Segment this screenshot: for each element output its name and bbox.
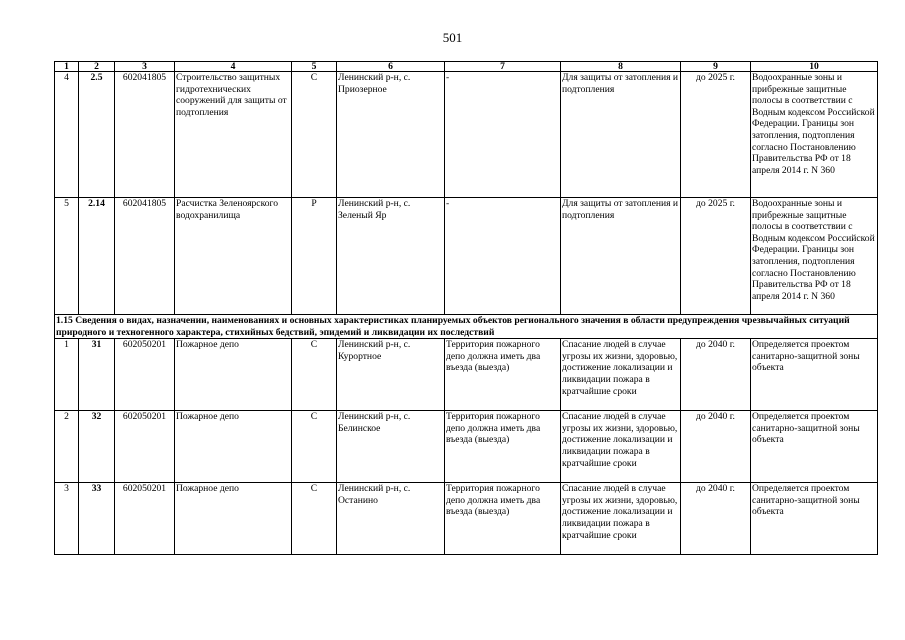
object-number: 31 (79, 339, 115, 411)
header-cell: 5 (292, 62, 337, 72)
object-purpose: Спасание людей в случае угрозы их жизни, здоровью, достижение локализации и ликвидации пожара в кратчайшие сроки (561, 483, 681, 555)
object-name: Пожарное депо (175, 339, 292, 411)
header-cell: 1 (55, 62, 79, 72)
header-cell: 9 (681, 62, 751, 72)
table-row (55, 72, 878, 198)
row-number: 2 (55, 411, 79, 483)
object-zones: Определяется проектом санитарно-защитной зоны объекта (751, 411, 878, 483)
object-code: 602050201 (115, 483, 175, 555)
object-characteristics: Территория пожарного депо должна иметь два въезда (выезда) (445, 483, 561, 555)
table-row (55, 411, 878, 483)
object-deadline: до 2040 г. (681, 339, 751, 411)
object-deadline: до 2025 г. (681, 198, 751, 315)
object-purpose: Спасание людей в случае угрозы их жизни, здоровью, достижение локализации и ликвидации пожара в кратчайшие сроки (561, 411, 681, 483)
object-characteristics: Территория пожарного депо должна иметь два въезда (выезда) (445, 339, 561, 411)
section-row (55, 315, 878, 339)
object-code: 602050201 (115, 411, 175, 483)
header-row (55, 62, 878, 72)
object-purpose: Спасание людей в случае угрозы их жизни, здоровью, достижение локализации и ликвидации пожара в кратчайшие сроки (561, 339, 681, 411)
object-characteristics: - (445, 72, 561, 198)
page-number: 501 (442, 30, 463, 45)
header-cell: 2 (79, 62, 115, 72)
object-number: 32 (79, 411, 115, 483)
object-number: 2.14 (79, 198, 115, 315)
object-code: 602050201 (115, 339, 175, 411)
object-location: Ленинский р-н, с. Белинское (337, 411, 445, 483)
header-cell: 8 (561, 62, 681, 72)
table-row (55, 198, 878, 315)
object-number: 33 (79, 483, 115, 555)
object-purpose: Для защиты от затопления и подтопления (561, 72, 681, 198)
object-name: Пожарное депо (175, 483, 292, 555)
header-cell: 10 (751, 62, 878, 72)
object-characteristics: Территория пожарного депо должна иметь два въезда (выезда) (445, 411, 561, 483)
object-status: С (292, 72, 337, 198)
object-status: С (292, 411, 337, 483)
header-cell: 6 (337, 62, 445, 72)
object-location: Ленинский р-н, с. Курортное (337, 339, 445, 411)
object-status: С (292, 339, 337, 411)
object-status: С (292, 483, 337, 555)
row-number: 3 (55, 483, 79, 555)
row-number: 5 (55, 198, 79, 315)
object-name: Строительство защитных гидротехнических сооружений для защиты от подтопления (175, 72, 292, 198)
object-deadline: до 2025 г. (681, 72, 751, 198)
object-zones: Водоохранные зоны и прибрежные защитные полосы в соответствии с Водным кодексом Российской Федерации. Границы зон затопления, подтопления согласно Постановлению Правительства РФ от 18 апреля 2014 г. N 360 (751, 198, 878, 315)
object-zones: Водоохранные зоны и прибрежные защитные полосы в соответствии с Водным кодексом Российской Федерации. Границы зон затопления, подтопления согласно Постановлению Правительства РФ от 18 апреля 2014 г. N 360 (751, 72, 878, 198)
object-zones: Определяется проектом санитарно-защитной зоны объекта (751, 339, 878, 411)
objects-table (54, 61, 878, 555)
object-deadline: до 2040 г. (681, 483, 751, 555)
object-location: Ленинский р-н, с. Приозерное (337, 72, 445, 198)
object-code: 602041805 (115, 198, 175, 315)
table-row (55, 339, 878, 411)
object-characteristics: - (445, 198, 561, 315)
object-purpose: Для защиты от затопления и подтопления (561, 198, 681, 315)
object-number: 2.5 (79, 72, 115, 198)
header-cell: 4 (175, 62, 292, 72)
row-number: 1 (55, 339, 79, 411)
object-status: Р (292, 198, 337, 315)
object-name: Расчистка Зеленоярского водохранилища (175, 198, 292, 315)
object-deadline: до 2040 г. (681, 411, 751, 483)
object-code: 602041805 (115, 72, 175, 198)
object-name: Пожарное депо (175, 411, 292, 483)
object-location: Ленинский р-н, с. Останино (337, 483, 445, 555)
section-title: 1.15 Сведения о видах, назначении, наименованиях и основных характеристиках планируемых объектов регионального значения в области предупреждения чрезвычайных ситуаций природного и техногенного характера, стихийных бедствий, эпидемий и ликвидации их последствий (55, 315, 878, 339)
header-cell: 7 (445, 62, 561, 72)
object-location: Ленинский р-н, с. Зеленый Яр (337, 198, 445, 315)
object-zones: Определяется проектом санитарно-защитной зоны объекта (751, 483, 878, 555)
header-cell: 3 (115, 62, 175, 72)
row-number: 4 (55, 72, 79, 198)
table-row (55, 483, 878, 555)
